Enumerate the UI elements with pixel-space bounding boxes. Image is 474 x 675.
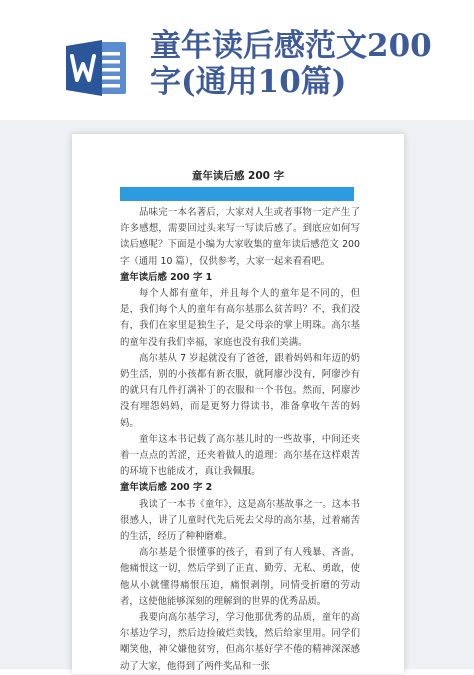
document-page[interactable] xyxy=(72,134,404,674)
document-body xyxy=(120,205,360,675)
title-accent-bar xyxy=(120,187,354,201)
document-title: 童年读后感 200 字 xyxy=(191,170,285,182)
paragraph: 我读了一本书《童年》，这是高尔基故事之一。这本书很感人，讲了儿童时代先后死去父母的高尔基，过着痛苦的生活，经历了种种磨难。 xyxy=(120,498,360,543)
paragraph: 童年这本书记载了高尔基儿时的一些故事，中间还夹着一点点的苦涩，还夹着做人的道理：高尔基在这样艰苦的环境下也能成才，真让我佩服。 xyxy=(120,433,360,478)
paragraph: 高尔基是个很懂事的孩子，看到了有人残暴、吝啬，他痛恨这一切，然后学到了正直、勤劳、无私、勇敢，使他从小就懂得痛恨压迫，痛恨剥削，同情受折磨的劳动者，这使他能够深刻的理解到的世界的优秀品质。 xyxy=(120,547,360,607)
section-heading: 童年读后感 200 字 1 xyxy=(120,271,213,283)
intro-paragraph: 品味完一本名著后，大家对人生或者事物一定产生了许多感想，需要回过头来写一写读后感了。到底应如何写读后感呢？下面是小编为大家收集的童年读后感范文 200 字（通用 10 篇），仅供参考，大家一起来看看吧。 xyxy=(120,207,360,267)
word-document-icon xyxy=(66,38,128,98)
paragraph: 我要向高尔基学习，学习他那优秀的品质，童年的高尔基边学习，然后边捡破烂卖钱，然后给家里用。同学们嘲笑他，神父嫌他贫穷，但高尔基好学不倦的精神深深感动了大家，他得到了两件奖品和一张 xyxy=(120,612,360,672)
page-title: 童年读后感范文200字(通用10篇) xyxy=(150,28,432,100)
paragraph: 每个人都有童年，并且每个人的童年是不同的，但是，我们每个人的童年有高尔基那么贫苦吗？不，我们没有，我们在家里是独生子，是父母亲的掌上明珠。高尔基的童年没有我们幸福，家庭也没有我们美满。 xyxy=(120,288,360,348)
section-heading: 童年读后感 200 字 2 xyxy=(120,482,213,494)
paragraph: 高尔基从 7 岁起就没有了爸爸，跟着妈妈和年迈的奶奶生活，别的小孩都有新衣服，就阿廖沙没有，阿廖沙有的就只有几件打满补丁的衣服和一个书包。然而，阿廖沙没有埋怨妈妈，而是更努力得读书，准备拿收午苦的妈妈。 xyxy=(120,352,360,429)
page-header xyxy=(0,0,474,120)
